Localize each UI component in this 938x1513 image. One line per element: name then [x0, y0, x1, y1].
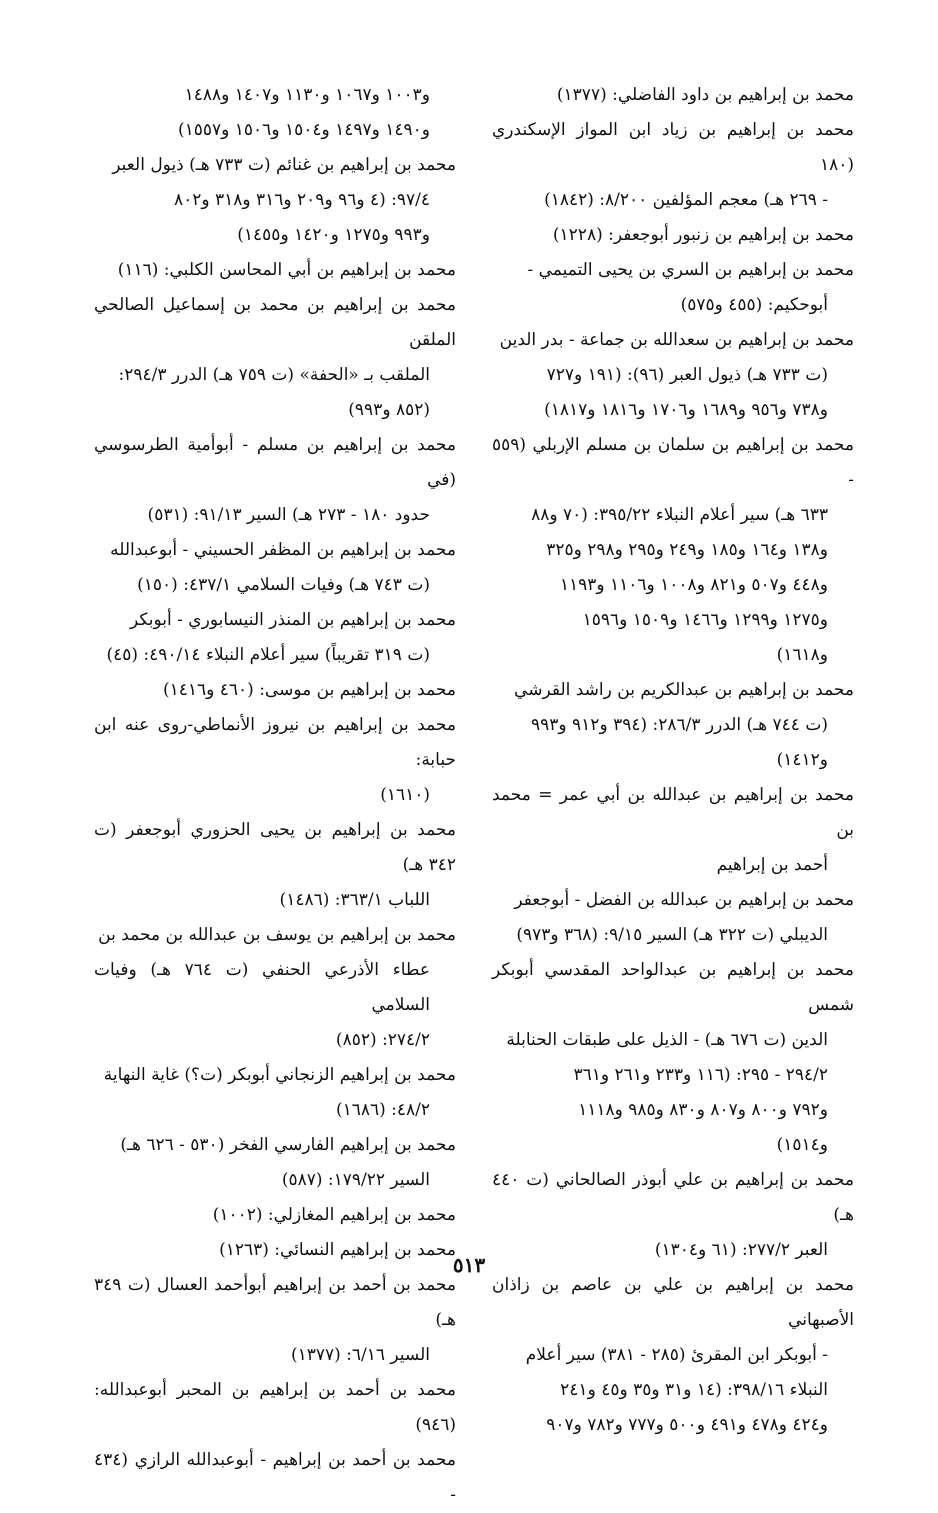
entry-line-first: محمد بن إبراهيم الفارسي الفخر (٥٣٠ - ٦٢٦ هـ) — [120, 1135, 456, 1155]
entry-line-continued: النبلاء ٣٩٨/١٦: (١٤ و٣١ و٣٥ و٤٥ و٢٤١ — [560, 1380, 828, 1400]
entry-line-continued: و٧٣٨ و٩٥٦ و١٦٨٩ و١٧٠٦ و١٨١٦ و١٨١٧) — [544, 400, 828, 420]
entry-line-continued: و٧٩٢ و٨٠٠ و٨٠٧ و٨٣٠ و٩٨٥ و١١١٨ — [578, 1100, 828, 1120]
entry-line-continued: و١٤٩٠ و١٤٩٧ و١٥٠٤ و١٥٠٦ و١٥٥٧) — [177, 120, 430, 140]
entry-line-continued: و١٢٧٥ و١٢٩٩ و١٤٦٦ و١٥٠٩ و١٥٩٦ — [582, 610, 828, 630]
index-entry-continuation — [94, 78, 456, 148]
index-entry — [94, 813, 456, 918]
index-column-left — [94, 78, 456, 1513]
index-entry — [94, 288, 456, 428]
entry-line-first: محمد بن إبراهيم بن يوسف بن عبدالله بن محمد بن — [98, 925, 456, 945]
index-entry — [94, 1373, 456, 1443]
index-entry — [94, 428, 456, 533]
index-entry — [492, 953, 854, 1163]
entry-line-continued: أحمد بن إبراهيم — [716, 855, 828, 875]
index-entry — [492, 253, 854, 323]
entry-line-first: محمد بن إبراهيم بن عبدالله بن أبي عمر = محمد بن — [492, 785, 854, 840]
entry-line-continued: و٩٩٣ و١٢٧٥ و١٤٢٠ و١٤٥٥) — [237, 225, 430, 245]
entry-line-first: محمد بن إبراهيم بن نيروز الأنماطي-روى عنه ابن حبابة: — [94, 715, 456, 770]
entry-line-continued: و٤٤٨ و٥٠٧ و٨٢١ و١٠٠٨ و١١٠٦ و١١٩٣ — [559, 575, 828, 595]
entry-line-continued: أبوحكيم: (٤٥٥ و٥٧٥) — [680, 295, 828, 315]
entry-line-continued: - أبوبكر ابن المقرئ (٢٨٥ - ٣٨١) سير أعلام — [525, 1345, 828, 1365]
index-entry — [492, 778, 854, 883]
index-column-right — [492, 78, 854, 1443]
entry-line-continued: (ت ٣١٩ تقريباً) سير أعلام النبلاء ٤٩٠/١٤: (٤٥) — [106, 645, 430, 665]
entry-line-continued: و١٦١٨) — [776, 645, 828, 665]
index-entry — [492, 323, 854, 428]
entry-line-continued: - ٢٦٩ هـ) معجم المؤلفين ٨/٢٠٠: (١٨٤٢) — [544, 190, 828, 210]
entry-line-continued: الملقب بـ «الحفة» (ت ٧٥٩ هـ) الدرر ٢٩٤/٣: — [118, 365, 430, 385]
index-entry — [492, 883, 854, 953]
entry-line-continued: (٨٥٢ و٩٩٣) — [348, 400, 430, 420]
index-entry — [492, 113, 854, 218]
entry-line-first: محمد بن إبراهيم بن المظفر الحسيني - أبوعبدالله — [110, 540, 456, 560]
entry-line-continued: الديبلي (ت ٣٢٢ هـ) السير ٩/١٥: (٣٦٨ و٩٧٣) — [516, 925, 828, 945]
index-entry — [94, 1198, 456, 1233]
entry-line-continued: العبر ٢٧٧/٢: (٦١ و١٣٠٤) — [654, 1240, 828, 1260]
entry-line-continued: السير ٦/١٦: (١٣٧٧) — [290, 1345, 430, 1365]
index-entry — [94, 1058, 456, 1128]
entry-line-continued: ٢٧٤/٢: (٨٥٢) — [335, 1030, 430, 1050]
entry-line-continued: (١٦١٠) — [380, 785, 430, 805]
entry-line-first: محمد بن إبراهيم المغازلي: (١٠٠٢) — [212, 1205, 456, 1225]
entry-line-continued: و٤٢٤ و٤٧٨ و٤٩١ و٥٠٠ و٧٧٧ و٧٨٢ و٩٠٧ — [546, 1415, 828, 1435]
index-entry — [94, 1128, 456, 1198]
index-entry — [94, 253, 456, 288]
entry-line-continued: حدود ١٨٠ - ٢٧٣ هـ) السير ٩١/١٣: (٥٣١) — [147, 505, 430, 525]
entry-line-continued: (ت ٧٣٣ هـ) ذيول العبر (٩٦): (١٩١ و٧٢٧ — [546, 365, 828, 385]
entry-line-first: محمد بن أحمد بن إبراهيم - أبوعبدالله الرازي (٤٣٤ - — [94, 1450, 456, 1505]
entry-line-first: محمد بن إبراهيم بن علي بن عاصم بن زاذان الأصبهاني — [492, 1275, 854, 1330]
entry-line-continued: ٩٧/٤: (٤ و٩٦ و٢٠٩ و٣١٦ و٣١٨ و٨٠٢ — [173, 190, 430, 210]
index-entry — [94, 1443, 456, 1513]
entry-line-first: محمد بن إبراهيم بن مسلم - أبوأمية الطرسوسي (في — [94, 435, 456, 490]
entry-line-continued: الدين (ت ٦٧٦ هـ) - الذيل على طبقات الحنابلة — [506, 1030, 828, 1050]
entry-line-first: محمد بن إبراهيم بن موسى: (٤٦٠ و١٤١٦) — [162, 680, 456, 700]
index-entry — [94, 918, 456, 1058]
entry-line-continued: ٤٨/٢: (١٦٨٦) — [335, 1100, 430, 1120]
index-entry — [492, 78, 854, 113]
index-entry — [94, 148, 456, 253]
entry-line-first: محمد بن إبراهيم بن علي أبوذر الصالحاني (ت ٤٤٠ هـ) — [492, 1170, 854, 1225]
entry-line-first: محمد بن إبراهيم بن السري بن يحيى التميمي - — [527, 260, 854, 280]
index-entry — [492, 1268, 854, 1443]
index-entry — [94, 673, 456, 708]
index-entry — [94, 533, 456, 603]
entry-line-first: محمد بن إبراهيم بن عبدالكريم بن راشد القرشي — [514, 680, 854, 700]
entry-line-continued: (ت ٧٤٤ هـ) الدرر ٢٨٦/٣: (٣٩٤ و٩١٢ و٩٩٣ — [531, 715, 828, 735]
entry-line-first: محمد بن إبراهيم بن زياد ابن المواز الإسكندري (١٨٠ — [492, 120, 854, 175]
entry-line-first: محمد بن إبراهيم بن زنبور أبوجعفر: (١٢٢٨) — [552, 225, 854, 245]
entry-line-first: محمد بن إبراهيم بن داود الفاضلي: (١٣٧٧) — [556, 85, 854, 105]
entry-line-continued: عطاء الأذرعي الحنفي (ت ٧٦٤ هـ) وفيات السلامي — [94, 960, 430, 1015]
entry-line-first: محمد بن إبراهيم بن المنذر النيسابوري - أبوبكر — [130, 610, 456, 630]
entry-line-continued: و١٣٨ و١٦٤ و١٨٥ و٢٤٩ و٢٩٥ و٢٩٨ و٣٢٥ — [546, 540, 828, 560]
entry-line-first: محمد بن إبراهيم الزنجاني أبوبكر (ت؟) غاية النهاية — [103, 1065, 456, 1085]
index-entry — [492, 673, 854, 778]
index-entry — [94, 708, 456, 813]
entry-line-continued: و١٥١٤) — [776, 1135, 828, 1155]
entry-line-first: محمد بن أحمد بن إبراهيم بن المحبر أبوعبدالله: (٩٤٦) — [94, 1380, 456, 1435]
entry-line-continued: ٢٩٤/٢ - ٢٩٥: (١١٦ و٢٣٣ و٢٦١ و٣٦١ — [573, 1065, 828, 1085]
page-number: ٥١٣ — [452, 1253, 486, 1277]
entry-line-continued: ٦٣٣ هـ) سير أعلام النبلاء ٣٩٥/٢٢: (٧٠ و٨٨ — [531, 505, 828, 525]
entry-line-first: و١٠٠٣ و١٠٦٧ و١١٣٠ و١٤٠٧ و١٤٨٨ — [184, 85, 430, 105]
entry-line-first: محمد بن أحمد بن إبراهيم أبوأحمد العسال (ت ٣٤٩ هـ) — [94, 1275, 456, 1330]
entry-line-first: محمد بن إبراهيم النسائي: (١٢٦٣) — [219, 1240, 456, 1260]
entry-line-first: محمد بن إبراهيم بن غنائم (ت ٧٣٣ هـ) ذيول العبر — [112, 155, 456, 175]
entry-line-first: محمد بن إبراهيم بن سعدالله بن جماعة - بدر الدين — [499, 330, 854, 350]
entry-line-first: محمد بن إبراهيم بن يحيى الحزوري أبوجعفر (ت ٣٤٢ هـ) — [94, 820, 456, 875]
index-entry — [94, 603, 456, 673]
entry-line-continued: السير ١٧٩/٢٢: (٥٨٧) — [281, 1170, 430, 1190]
entry-line-continued: (ت ٧٤٣ هـ) وفيات السلامي ٤٣٧/١: (١٥٠) — [137, 575, 430, 595]
entry-line-continued: اللباب ٣٦٣/١: (١٤٨٦) — [279, 890, 430, 910]
entry-line-first: محمد بن إبراهيم بن عبدالله بن الفضل - أبوجعفر — [514, 890, 854, 910]
entry-line-first: محمد بن إبراهيم بن محمد بن إسماعيل الصالحي الملقن — [94, 295, 456, 350]
index-entry — [492, 428, 854, 673]
entry-line-continued: و١٤١٢) — [776, 750, 828, 770]
entry-line-first: محمد بن إبراهيم بن عبدالواحد المقدسي أبوبكر شمس — [492, 960, 854, 1015]
index-entry — [492, 218, 854, 253]
index-entry — [94, 1268, 456, 1373]
entry-line-first: محمد بن إبراهيم بن أبي المحاسن الكلبي: (١١٦) — [117, 260, 456, 280]
entry-line-first: محمد بن إبراهيم بن سلمان بن مسلم الإربلي (٥٥٩ - — [492, 435, 854, 490]
